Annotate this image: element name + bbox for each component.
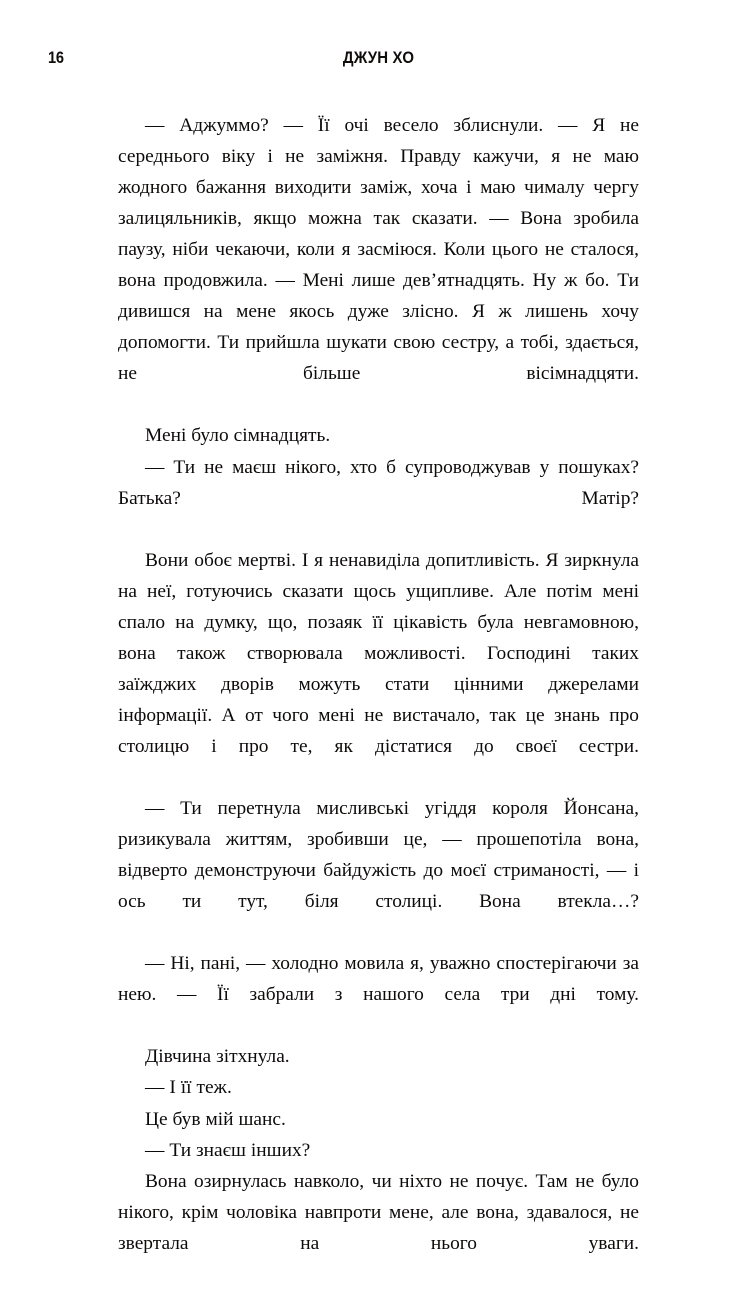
paragraph: Вона озирнулась навколо, чи ніхто не почує. Там не було нікого, крім чоловіка навпроти мене, але вона, здавалося, не звертала на нього уваги. bbox=[118, 1170, 639, 1254]
paragraph: — Ти не маєш нікого, хто б супроводжував у пошуках? Батька? Матір? bbox=[118, 456, 639, 509]
page-number: 16 bbox=[48, 48, 64, 67]
running-head bbox=[0, 46, 756, 72]
paragraph: Дівчина зітхнула. bbox=[145, 1046, 290, 1068]
paragraph: Вони обоє мертві. І я ненавиділа допитливість. Я зиркнула на неї, готуючись сказати щось ущипливе. Але потім мені спало на думку, що, позаяк її цікавість була невгамовною, вона також створювала можливості. Господині таких заїжджих дворів можуть стати цінними джерелами інформації. А от чого мені не вистачало, так це знань про столицю і про те, як дістатися до своєї сестри. bbox=[118, 549, 639, 757]
running-title bbox=[0, 46, 756, 70]
paragraph: — Ти знаєш інших? bbox=[145, 1139, 311, 1161]
paragraph: — Аджуммо? — Її очі весело зблиснули. — Я не середнього віку і не заміжня. Правду кажучи, я не маю жодного бажання виходити заміж, хоча і маю чималу чергу залицяльників, якщо можна так сказати. — Вона зробила паузу, ніби чекаючи, коли я засміюся. Коли цього не сталося, вона продовжила. — Мені лише дев’ятнадцять. Ну ж бо. Ти дивишся на мене якось дуже злісно. Я ж лишень хочу допомогти. Ти прийшла шукати свою сестру, а тобі, здається, не більше вісімнадцяти. bbox=[118, 115, 639, 385]
paragraph: — Ти перетнула мисливські угіддя короля Йонсана, ризикувала життям, зробивши це, — прошепотіла вона, відверто демонструючи байдужість до моєї стриманості, — і ось ти тут, біля столиці. Вона втекла…? bbox=[118, 798, 639, 913]
paragraph: Це був мій шанс. bbox=[145, 1108, 286, 1130]
body-text bbox=[118, 110, 639, 1290]
paragraph: Мені було сімнадцять. bbox=[145, 425, 331, 447]
running-title-text: ДЖУН ХО bbox=[342, 48, 414, 67]
paragraph: — І її теж. bbox=[145, 1077, 232, 1099]
paragraph: — Ні, пані, — холодно мовила я, уважно спостерігаючи за нею. — Її забрали з нашого села три дні тому. bbox=[118, 953, 639, 1006]
